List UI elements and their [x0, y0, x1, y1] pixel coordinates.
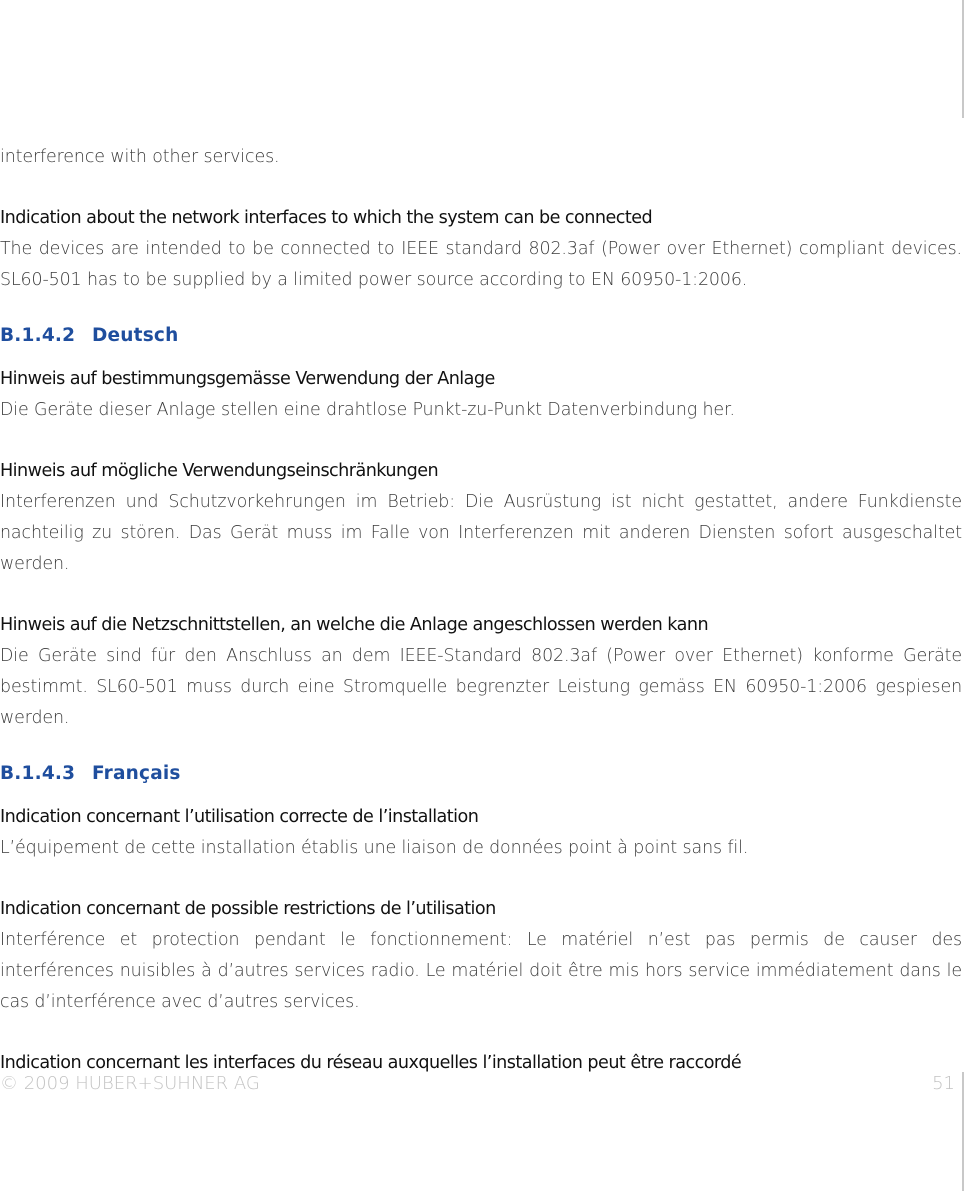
english-network-heading: Indication about the network interfaces to which the system can be connected	[0, 208, 653, 228]
page-footer	[0, 1068, 955, 1100]
francais-restrictions-body: Interférence et protection pendant le fonctionnement: Le matériel n’est pas permis de causer des interférences nuisibles à d’autres services radio. Le matériel doit être mis hors service immédiatement dans le cas d’interférence avec d’autres services.	[0, 930, 962, 1012]
document-body	[0, 142, 962, 1079]
francais-network-heading: Indication concernant les interfaces du réseau auxquelles l’installation peut être raccordé	[0, 1053, 742, 1073]
intro-fragment: interference with other services.	[0, 147, 280, 167]
section-number-deutsch: B.1.4.2	[0, 325, 76, 346]
deutsch-restrictions-heading: Hinweis auf mögliche Verwendungseinschränkungen	[0, 461, 439, 481]
page-number: 51	[932, 1073, 955, 1094]
page-edge-bottom	[962, 1072, 964, 1191]
section-number-francais: B.1.4.3	[0, 763, 76, 784]
deutsch-restrictions-body: Interferenzen und Schutzvorkehrungen im Betrieb: Die Ausrüstung ist nicht gestattet, andere Funkdienste nachteilig zu stören. Das Gerät muss im Falle von Interferenzen mit anderen Diensten sofort ausgeschaltet werden.	[0, 492, 962, 574]
deutsch-network-body: Die Geräte sind für den Anschluss an dem IEEE-Standard 802.3af (Power over Ethernet) konforme Geräte bestimmt. SL60-501 muss durch eine Stromquelle begrenzter Leistung gemäss EN 60950-1:2006 gespiesen werden.	[0, 646, 962, 728]
section-name-francais: Français	[92, 763, 181, 784]
page-edge-top	[962, 0, 964, 118]
francais-usage-heading: Indication concernant l’utilisation correcte de l’installation	[0, 807, 479, 827]
deutsch-network-heading: Hinweis auf die Netzschnittstellen, an welche die Anlage angeschlossen werden kann	[0, 615, 709, 635]
section-title-francais	[0, 758, 962, 789]
footer-copyright: © 2009 HUBER+SUHNER AG	[0, 1073, 260, 1094]
deutsch-usage-heading: Hinweis auf bestimmungsgemässe Verwendung der Anlage	[0, 369, 495, 389]
deutsch-usage-body: Die Geräte dieser Anlage stellen eine drahtlose Punkt-zu-Punkt Datenverbindung her.	[0, 400, 735, 420]
english-network-body: The devices are intended to be connected to IEEE standard 802.3af (Power over Ethernet) compliant devices. SL60-501 has to be supplied by a limited power source according to EN 60950-1:2006.	[0, 239, 962, 290]
section-name-deutsch: Deutsch	[92, 325, 179, 346]
francais-restrictions-heading: Indication concernant de possible restrictions de l’utilisation	[0, 899, 496, 919]
section-title-deutsch	[0, 320, 962, 351]
francais-usage-body: L’équipement de cette installation établis une liaison de données point à point sans fil.	[0, 838, 749, 858]
